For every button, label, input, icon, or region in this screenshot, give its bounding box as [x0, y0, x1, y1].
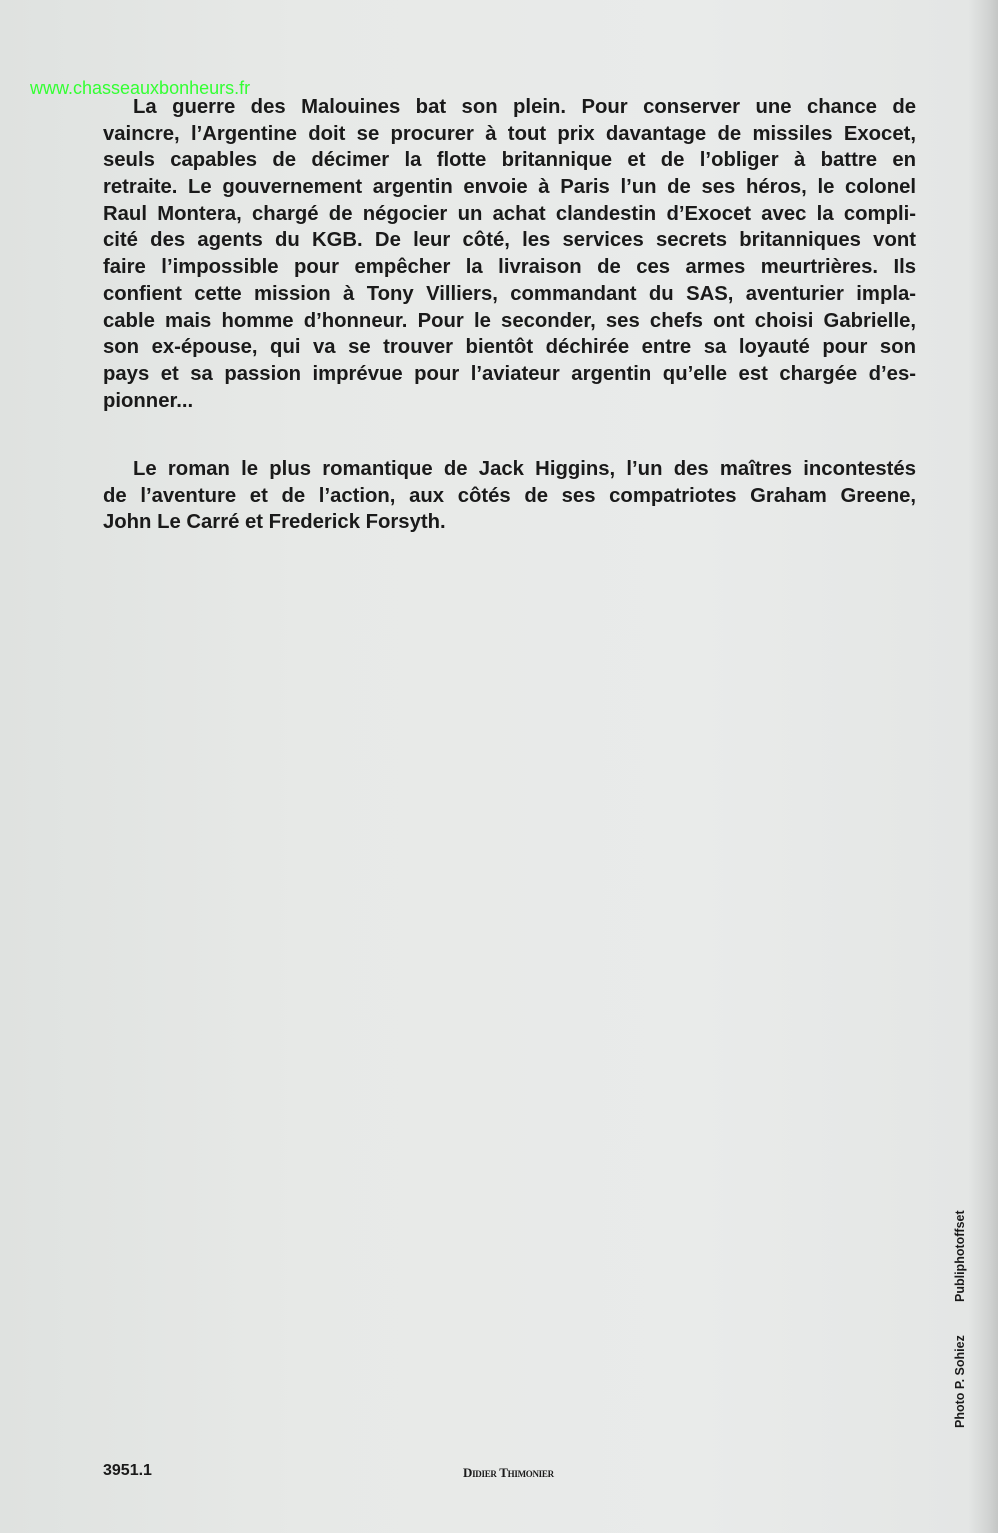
text-line: Raul Montera, chargé de négocier un achat clandestin d’Exocet avec la compli- [103, 202, 916, 225]
text-line: cable mais homme d’honneur. Pour le seconder, ses chefs ont choisi Gabrielle, [103, 309, 916, 332]
text-line: John Le Carré et Frederick Forsyth. [103, 511, 446, 534]
watermark-url: www.chasseauxbonheurs.fr [30, 78, 251, 98]
text-line: de l’aventure et de l’action, aux côtés de ses compatriotes Graham Greene, [103, 484, 916, 507]
photo-credit: Photo P. Sohiez [953, 1335, 967, 1428]
text-line: confient cette mission à Tony Villiers, commandant du SAS, aventurier impla- [103, 282, 916, 305]
text-line: cité des agents du KGB. De leur côté, les services secrets britanniques vont [103, 229, 916, 252]
text-line: Le roman le plus romantique de Jack Higgins, l’un des maîtres incontestés [133, 458, 916, 480]
blurb-paragraph-1 [103, 94, 916, 414]
printer-credit: Publiphotoffset [953, 1210, 967, 1302]
text-line: faire l’impossible pour empêcher la livraison de ces armes meurtrières. Ils [103, 256, 916, 279]
text-line: pionner... [103, 389, 194, 412]
publisher-logo: Didier Thimonier [463, 1465, 554, 1480]
text-line: seuls capables de décimer la flotte britannique et de l’obliger à battre en [103, 149, 916, 172]
catalog-number: 3951.1 [103, 1462, 152, 1479]
text-line: vaincre, l’Argentine doit se procurer à tout prix davantage de missiles Exocet, [103, 122, 916, 145]
text-line: La guerre des Malouines bat son plein. Pour conserver une chance de [133, 96, 916, 118]
text-line: retraite. Le gouvernement argentin envoie à Paris l’un de ses héros, le colonel [103, 176, 916, 199]
blurb-paragraph-2 [103, 456, 916, 536]
text-line: pays et sa passion imprévue pour l’aviateur argentin qu’elle est chargée d’es- [103, 362, 916, 385]
text-line: son ex-épouse, qui va se trouver bientôt déchirée entre sa loyauté pour son [103, 336, 916, 359]
